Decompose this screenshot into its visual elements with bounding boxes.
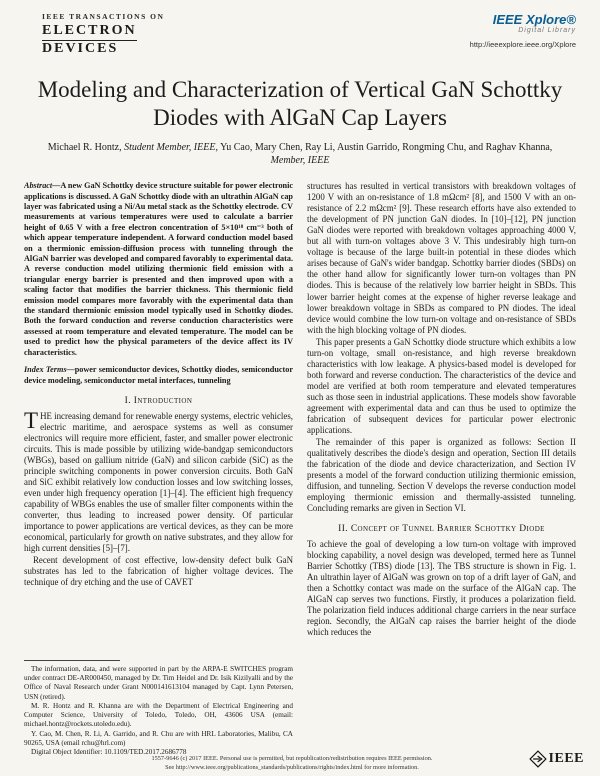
intro-paragraph-2: Recent development of cost effective, low-density defect bulk GaN substrates has led to the fabrication of higher voltage devices. The technique of dry etching and the use of CAVET: [24, 555, 293, 588]
abstract-text: A new GaN Schottky device structure suitable for power electronic applications is discussed. A GaN Schottky diode with an ultrathin AlGaN cap layer was fabricated using a Ni/Au metal stack as the Schottky electrode. CV measurements at various temperatures were used to calculate a barrier height of 0.65 V with a free electron concentration of 5×10¹⁸ cm⁻³ both of which appear temperature independent. A forward conduction model based on a thermionic emission-diffusion process with tunneling through the AlGaN barrier was developed and compared favorably to experimental data. A reverse conduction model utilizing thermionic field emission with a triangular energy barrier is presented and then improved upon with a scaling factor that modifies the barrier thickness. This thermionic field emission model compares more favorably with the experimental data than the standard thermionic emission model typically used in Schottky diodes. Both the forward conduction and reverse conduction characteristics were assessed at room temperature and elevated temperature. The model can be used to predict how the physical parameters of the device affect its IV characteristics.: [24, 181, 293, 357]
section-heading-introduction: I. Introduction: [124, 395, 193, 406]
footnote-doi: Digital Object Identifier: 10.1109/TED.2017.2686778: [31, 747, 187, 756]
ieee-xplore-logo: IEEE Xplore®: [492, 12, 576, 27]
footnote-affiliation-hrl: Y. Cao, M. Chen, R. Li, A. Garrido, and R. Chu are with HRL Laboratories, Malibu, CA 90265, USA (email rchu@hrl.com): [24, 729, 293, 747]
ieee-logo: [529, 750, 584, 768]
ieee-diamond-icon: [529, 750, 547, 768]
journal-title-word1: ELECTRON: [42, 23, 137, 41]
footnote-affiliation-toledo: M. R. Hontz and R. Khanna are with the Department of Electrical Engineering and Computer Science, University of Toledo, Toledo, OH, 43606 USA (email: michael.hontz@rockets.utoledo.edu).: [24, 701, 293, 729]
author-line: [40, 141, 560, 167]
index-terms-text: power semiconductor devices, Schottky diodes, semiconductor device modeling, semiconductor metal interfaces, tunneling: [24, 365, 293, 385]
author-membership: Student Member, IEEE: [124, 142, 216, 154]
ieee-xplore-block: [470, 10, 576, 49]
author-membership: Member, IEEE: [270, 155, 330, 167]
ieee-logo-word: IEEE: [548, 751, 584, 766]
author-segment: Michael R. Hontz,: [47, 142, 125, 154]
copyright-line-2: See http://www.ieee.org/publications_standards/publications/rights/index.html for more information.: [165, 763, 419, 771]
paper-title: Modeling and Characterization of Vertical GaN Schottky Diodes with AlGaN Cap Layers: [37, 77, 563, 130]
abstract-label: Abstract—: [24, 181, 61, 191]
intro-paragraph-1-text: HE increasing demand for renewable energy systems, electric vehicles, electric maritime, and aerospace systems as well as consumer electronics will require more efficient, faster, and smaller power electronic circuits. This is made possible by utilizing wide-bandgap semiconductors (WBGs), based on gallium nitride (GaN) and silicon carbide (SiC) as the principle switching components in power conversion circuits. Both GaN and SiC exhibit relatively low conduction losses and low switching losses, even under high frequency operation [1]–[4]. The efficient high frequency capability of WBGs enables the use of smaller filter components within the converter, thus leading to increased power density. Of particular importance to power applications are vertical devices, as they can be more economical, particularly for growth on native substrates, and they allow for high current densities [5]–[7].: [24, 410, 293, 554]
left-column: [24, 181, 293, 759]
abstract-paragraph: [24, 181, 293, 358]
right-paragraph-2: This paper presents a GaN Schottky diode structure which exhibits a low turn-on voltage, small on-resistance, and high reverse breakdown characteristics with low leakage. A physics-based model is developed for both forward and reverse conduction. The characteristics of the device and model are verified at both room temperature and elevated temperatures such as those seen in industrial applications. These models show favorable agreement with experimental data and can thus be used to optimize the fabrication of subsequent devices for particular power electronic applications.: [307, 336, 576, 435]
intro-paragraph-1: [24, 407, 293, 554]
footnote-funding: The information, data, and were supported in part by the ARPA-E SWITCHES program under contract DE-AR000450, managed by Dr. Tim Heidel and Dr. Isik Kizilyalli and by the Office of Naval Research under Grant N000141613104 managed by Capt. Lynn Petersen, USN (retired).: [24, 665, 293, 701]
footnote-rule: [24, 660, 120, 661]
right-paragraph-1: structures has resulted in vertical transistors with breakdown voltages of 1200 V with an on-resistance of 1.8 mΩcm² [8], and 1500 V with an on-resistance of 2.2 mΩcm² [9]. These research efforts have also extended to the development of PN junction GaN diodes. In [10]–[12], PN junction GaN diodes were reported with breakdown voltages approaching 4000 V, but all with turn-on voltages above 3 V. This undesirably high turn-on voltage is because of the large built-in potential in these diodes which arises because of GaN's wider bandgap. Schottky barrier diodes (SBDs) on the other hand allow for significantly lower turn-on voltages than PN diodes. This is because of the relatively low barrier height in SBDs. This lower barrier height comes at the expense of higher reverse leakage and lower breakdown voltage in SBDs as compared to PN diodes. The ideal device would combine the low turn-on voltage and on-resistance of SBDs with the high blocking voltage of PN diodes.: [307, 181, 576, 335]
index-terms-paragraph: [24, 365, 293, 386]
index-terms-label: Index Terms—: [24, 365, 75, 375]
copyright-footer: [0, 755, 600, 772]
journal-society-line: IEEE TRANSACTIONS ON: [42, 12, 165, 21]
tbs-paragraph-1: To achieve the goal of developing a low turn-on voltage with improved blocking capability, a novel design was developed, termed here as Tunnel Barrier Schottky (TBS) diode [13]. The TBS structure is shown in Fig. 1. An ultrathin layer of AlGaN was grown on top of a drift layer of GaN, and then a Schottky contact was made on the surface of the AlGaN cap. The AlGaN cap serves two functions. Firstly, it produces a polarization field. The polarization field induces additional charge carriers in the near surface region. Secondly, the AlGaN cap raises the barrier height of the diode which reduces the: [307, 539, 576, 638]
section-heading-tbs-concept: II. Concept of Tunnel Barrier Schottky Diode: [338, 524, 545, 535]
copyright-line-1: 1557-9646 (c) 2017 IEEE. Personal use is permitted, but republication/redistribution requires IEEE permission.: [151, 755, 433, 762]
digital-library-label: Digital Library: [518, 27, 576, 34]
journal-title-word2: DEVICES: [42, 41, 119, 57]
page-header: [24, 10, 576, 72]
right-column: [307, 181, 576, 759]
drop-cap: T: [24, 407, 39, 433]
two-column-body: [24, 181, 576, 759]
right-paragraph-3: The remainder of this paper is organized as follows: Section II qualitatively describes the diode's design and operation, Section III details the fabrication of the diode and device characterization, and Section IV presents a model of the forward conduction utilizing thermionic emission, diffusion, and tunneling. Section V develops the reverse conduction model employing thermionic emission and thermally-assisted tunneling. Concluding remarks are given in Section VI.: [307, 436, 576, 514]
author-segment: , Yu Cao, Mary Chen, Ray Li, Austin Garrido, Rongming Chu, and Raghav Khanna,: [215, 142, 553, 154]
footnote-block: [24, 660, 293, 759]
journal-masthead: [24, 10, 164, 57]
xplore-url-link[interactable]: http://ieeexplore.ieee.org/Xplore: [469, 40, 576, 49]
